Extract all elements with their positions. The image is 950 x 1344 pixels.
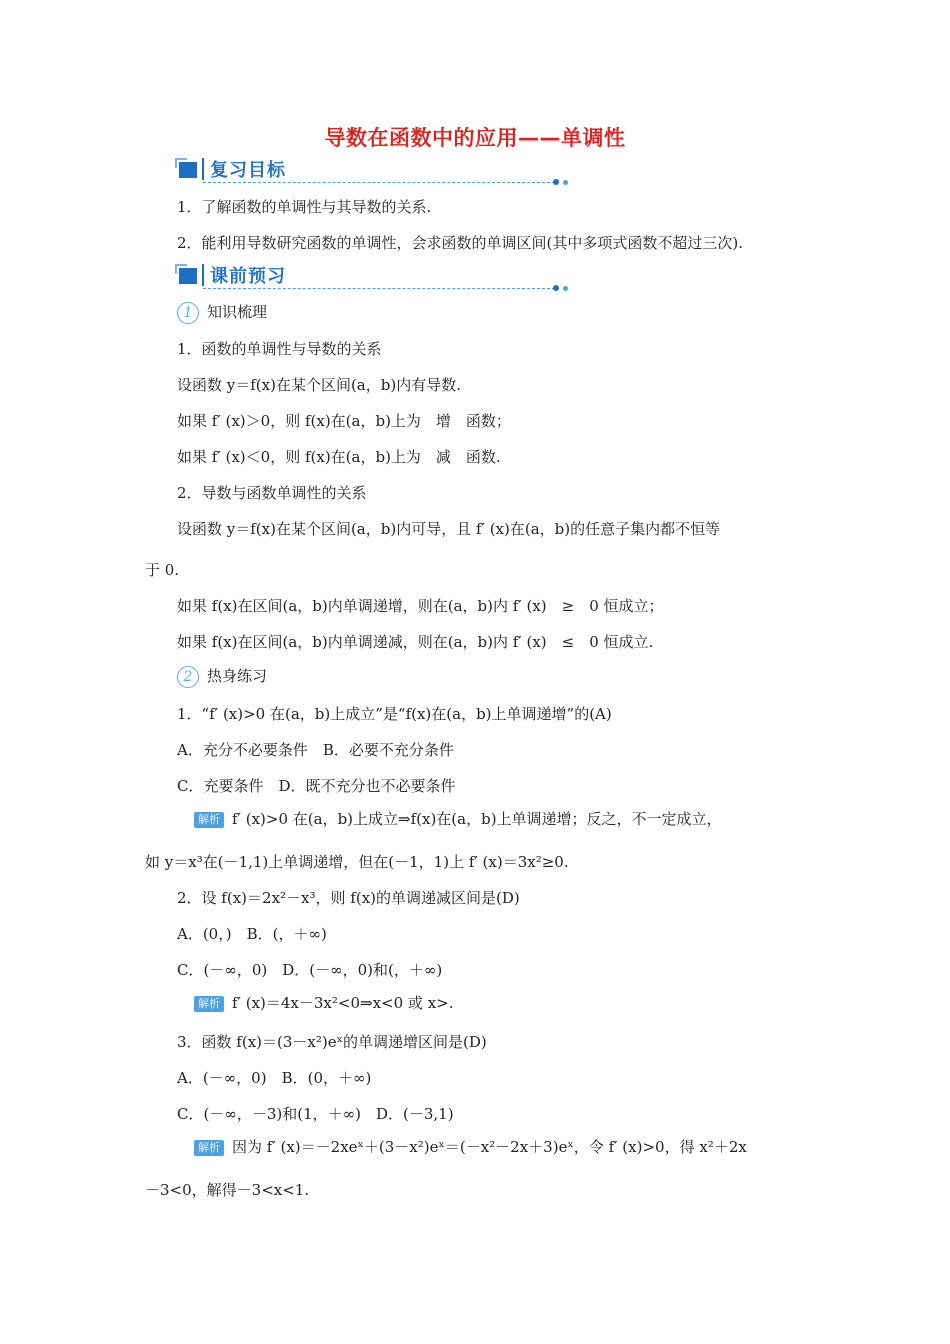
question-1-solution xyxy=(194,809,722,829)
knowledge-line: 如果 f′ (x)＜0，则 f(x)在(a，b)上为 减 函数. xyxy=(177,448,501,466)
question-1-solution-cont: 如 y＝x³在(－1,1)上单调递增，但在(－1，1)上 f′ (x)＝3x²≥0. xyxy=(145,853,569,871)
question-3-solution xyxy=(194,1137,747,1157)
section-title: 复习目标 xyxy=(210,160,286,181)
review-item-2: 2．能利用导数研究函数的单调性，会求函数的单调区间(其中多项式函数不超过三次). xyxy=(177,234,744,252)
number-circle-icon: 2 xyxy=(177,666,199,688)
subheading-practice xyxy=(177,666,267,688)
knowledge-heading-1: 1．函数的单调性与导数的关系 xyxy=(177,340,382,358)
subheading-label: 知识梳理 xyxy=(207,303,268,321)
subheading-knowledge xyxy=(177,302,267,324)
question-3-options-ab: A．(－∞，0) B．(0，＋∞) xyxy=(177,1069,372,1087)
question-2: 2．设 f(x)＝2x²－x³，则 f(x)的单调递减区间是(D) xyxy=(177,889,520,907)
question-1-options-ab: A．充分不必要条件 B．必要不充分条件 xyxy=(177,741,454,759)
knowledge-line: 于 0. xyxy=(145,561,180,579)
question-3-options-cd: C．(－∞，－3)和(1，＋∞) D．(－3,1) xyxy=(177,1105,454,1123)
divider-bar xyxy=(202,158,204,180)
solution-text: f′ (x)＝4x－3x²<0⇒x<0 或 x>. xyxy=(232,994,454,1012)
section-header-preview xyxy=(173,262,573,288)
question-1: 1．“f′ (x)>0 在(a，b)上成立”是“f(x)在(a，b)上单调递增”的(A) xyxy=(177,705,612,723)
knowledge-line: 如果 f(x)在区间(a，b)内单调递减，则在(a，b)内 f′ (x) ≤ 0 恒成立. xyxy=(177,633,654,651)
knowledge-line: 如果 f′ (x)＞0，则 f(x)在(a，b)上为 增 函数； xyxy=(177,412,511,430)
knowledge-heading-2: 2．导数与函数单调性的关系 xyxy=(177,484,367,502)
page-title: 导数在函数中的应用——单调性 xyxy=(324,126,626,150)
square-icon xyxy=(179,268,197,284)
section-header-review xyxy=(173,156,573,182)
question-1-options-cd: C．充要条件 D．既不充分也不必要条件 xyxy=(177,777,456,795)
solution-text: 因为 f′ (x)＝－2xeˣ＋(3－x²)eˣ＝(－x²－2x＋3)eˣ，令 f′ (x)>0，得 x²＋2x xyxy=(232,1138,747,1156)
question-3-solution-cont: －3<0，解得－3<x<1. xyxy=(145,1181,310,1199)
question-2-options-ab: A．(0，) B．(，＋∞) xyxy=(177,925,327,943)
question-2-options-cd: C．(－∞，0) D．(－∞，0)和(，＋∞) xyxy=(177,961,443,979)
subheading-label: 热身练习 xyxy=(207,667,268,685)
solution-tag: 解析 xyxy=(194,812,224,828)
section-title: 课前预习 xyxy=(210,266,286,287)
solution-text: f′ (x)>0 在(a，b)上成立⇒f(x)在(a，b)上单调递增；反之，不一定成立， xyxy=(232,810,722,828)
dashed-rule xyxy=(203,182,555,184)
solution-tag: 解析 xyxy=(194,1140,224,1156)
number-circle-icon: 1 xyxy=(177,302,199,324)
dot-decoration xyxy=(553,179,559,185)
dot-decoration xyxy=(553,285,559,291)
knowledge-line: 设函数 y＝f(x)在某个区间(a，b)内可导，且 f′ (x)在(a，b)的任意子集内都不恒等 xyxy=(177,520,721,538)
question-3: 3．函数 f(x)＝(3－x²)eˣ的单调递增区间是(D) xyxy=(177,1033,487,1051)
dashed-rule xyxy=(203,288,555,290)
dot-decoration xyxy=(563,286,568,291)
review-item-1: 1．了解函数的单调性与其导数的关系. xyxy=(177,198,432,216)
knowledge-line: 如果 f(x)在区间(a，b)内单调递增，则在(a，b)内 f′ (x) ≥ 0 恒成立； xyxy=(177,597,664,615)
dot-decoration xyxy=(563,180,568,185)
square-icon xyxy=(179,162,197,178)
question-2-solution xyxy=(194,993,454,1013)
divider-bar xyxy=(202,264,204,286)
knowledge-line: 设函数 y＝f(x)在某个区间(a，b)内有导数. xyxy=(177,376,461,394)
solution-tag: 解析 xyxy=(194,996,224,1012)
